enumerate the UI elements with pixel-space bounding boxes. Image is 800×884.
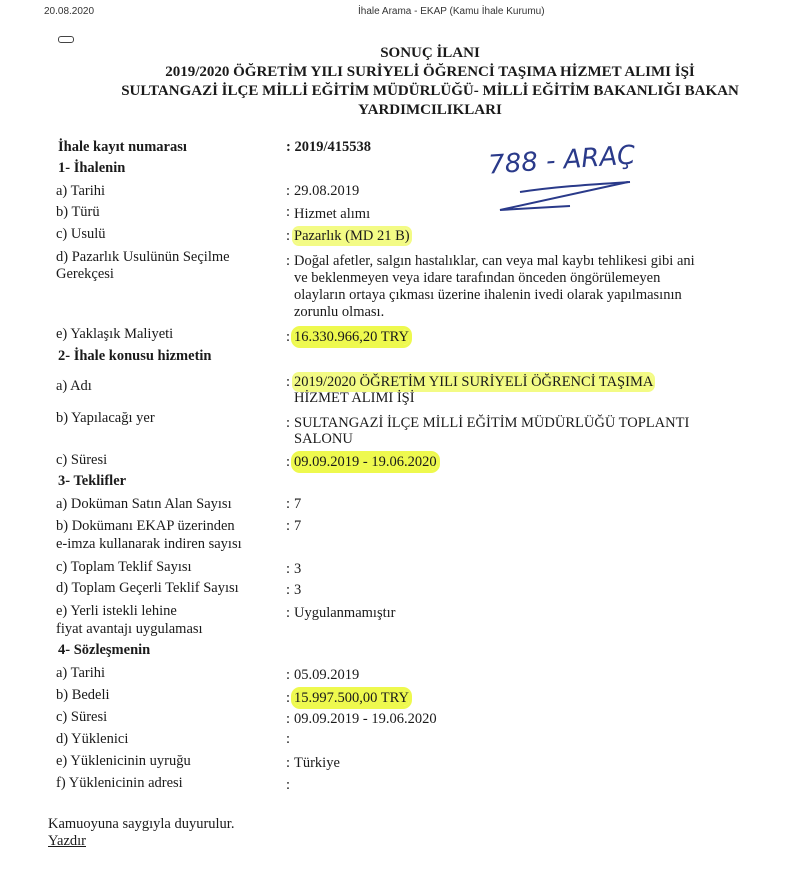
subject-name-line-1: 2019/2020 ÖĞRETİM YILI SURİYELİ ÖĞRENCİ TAŞIMA: [294, 374, 654, 390]
tender-cost-value: 16.330.966,20 TRY: [294, 329, 409, 345]
subject-duration-label: c) Süresi: [56, 452, 108, 468]
bids-valid-label: d) Toplam Geçerli Teklif Sayısı: [56, 580, 239, 596]
tender-type-value: Hizmet alımı: [294, 206, 371, 222]
contract-duration-value: 09.09.2019 - 19.06.2020: [294, 711, 437, 727]
bids-ekap-label-2: e-imza kullanarak indiren sayısı: [56, 536, 242, 552]
subject-place-line-2: SALONU: [294, 431, 353, 447]
tender-reason-line-3: olayların ortaya çıkması üzerine ihalenin ivedi olarak yapılmasının: [294, 287, 682, 303]
subject-duration-value: 09.09.2019 - 19.06.2020: [294, 454, 437, 470]
section-bids-title: 3- Teklifler: [58, 473, 127, 489]
notice-title-block: [60, 44, 800, 120]
section-contract-title: 4- Sözleşmenin: [58, 642, 151, 658]
bids-ekap-label-1: b) Dokümanı EKAP üzerinden: [56, 518, 235, 534]
subject-name-label: a) Adı: [56, 378, 92, 394]
subject-place-line-1: SULTANGAZİ İLÇE MİLLİ EĞİTİM MÜDÜRLÜĞÜ TOPLANTI: [294, 415, 690, 431]
notice-title-line-3: YARDIMCILIKLARI: [358, 102, 502, 118]
bids-local-label-2: fiyat avantajı uygulaması: [56, 621, 203, 637]
tender-reason-label-1: d) Pazarlık Usulünün Seçilme: [56, 249, 230, 265]
tender-reason-label-2: Gerekçesi: [56, 266, 114, 282]
notice-title-line-1: 2019/2020 ÖĞRETİM YILI SURİYELİ ÖĞRENCİ TAŞIMA HİZMET ALIMI İŞİ: [165, 64, 695, 80]
bids-total-label: c) Toplam Teklif Sayısı: [56, 559, 192, 575]
tender-method-value: Pazarlık (MD 21 B): [294, 228, 410, 244]
tender-reason-line-2: ve beklenmeyen veya idare tarafından önceden öngörülemeyen: [294, 270, 661, 286]
handwritten-note-text: 788 - ARAÇ: [487, 140, 637, 181]
bids-docs-purchased-label: a) Doküman Satın Alan Sayısı: [56, 496, 232, 512]
contract-price-value: 15.997.500,00 TRY: [294, 690, 409, 706]
subject-name-line-2: HİZMET ALIMI İŞİ: [294, 390, 415, 406]
registration-value: : 2019/415538: [286, 139, 371, 155]
subject-place-label: b) Yapılacağı yer: [56, 410, 155, 426]
print-page-title: İhale Arama - EKAP (Kamu İhale Kurumu): [358, 6, 545, 17]
bids-local-label-1: e) Yerli istekli lehine: [56, 603, 177, 619]
bids-local-value: Uygulanmamıştır: [294, 605, 396, 621]
closing-announcement: Kamuoyuna saygıyla duyurulur.: [48, 816, 235, 832]
tender-cost-label: e) Yaklaşık Maliyeti: [56, 326, 174, 342]
contract-price-label: b) Bedeli: [56, 687, 110, 703]
tender-reason-line-1: Doğal afetler, salgın hastalıklar, can veya mal kaybı tehlikesi gibi ani: [294, 253, 695, 269]
bids-docs-purchased-value: 7: [294, 496, 302, 512]
tender-date-value: 29.08.2019: [294, 183, 360, 199]
tender-reason-line-4: zorunlu olması.: [294, 304, 385, 320]
print-date: 20.08.2020: [44, 6, 95, 17]
contract-nationality-label: e) Yüklenicinin uyruğu: [56, 753, 191, 769]
contract-date-label: a) Tarihi: [56, 665, 106, 681]
bids-total-value: 3: [294, 561, 302, 577]
bids-ekap-value: 7: [294, 518, 302, 534]
contract-contractor-label: d) Yüklenici: [56, 731, 129, 747]
contract-nationality-value: Türkiye: [294, 755, 340, 771]
tender-type-label: b) Türü: [56, 204, 100, 220]
bids-valid-value: 3: [294, 582, 302, 598]
tender-method-label: c) Usulü: [56, 226, 106, 242]
section-subject-title: 2- İhale konusu hizmetin: [58, 348, 212, 364]
scan-mark: [58, 36, 74, 43]
contract-date-value: 05.09.2019: [294, 667, 360, 683]
section-tender-title: 1- İhalenin: [58, 160, 126, 176]
tender-date-label: a) Tarihi: [56, 183, 106, 199]
contract-address-label: f) Yüklenicinin adresi: [56, 775, 183, 791]
print-link[interactable]: Yazdır: [48, 833, 86, 849]
notice-title-line-2: SULTANGAZİ İLÇE MİLLİ EĞİTİM MÜDÜRLÜĞÜ- MİLLİ EĞİTİM BAKANLIĞI BAKAN: [121, 83, 739, 99]
handwritten-note: [480, 130, 640, 220]
registration-label: İhale kayıt numarası: [58, 139, 187, 155]
notice-heading: SONUÇ İLANI: [380, 45, 480, 61]
contract-duration-label: c) Süresi: [56, 709, 108, 725]
